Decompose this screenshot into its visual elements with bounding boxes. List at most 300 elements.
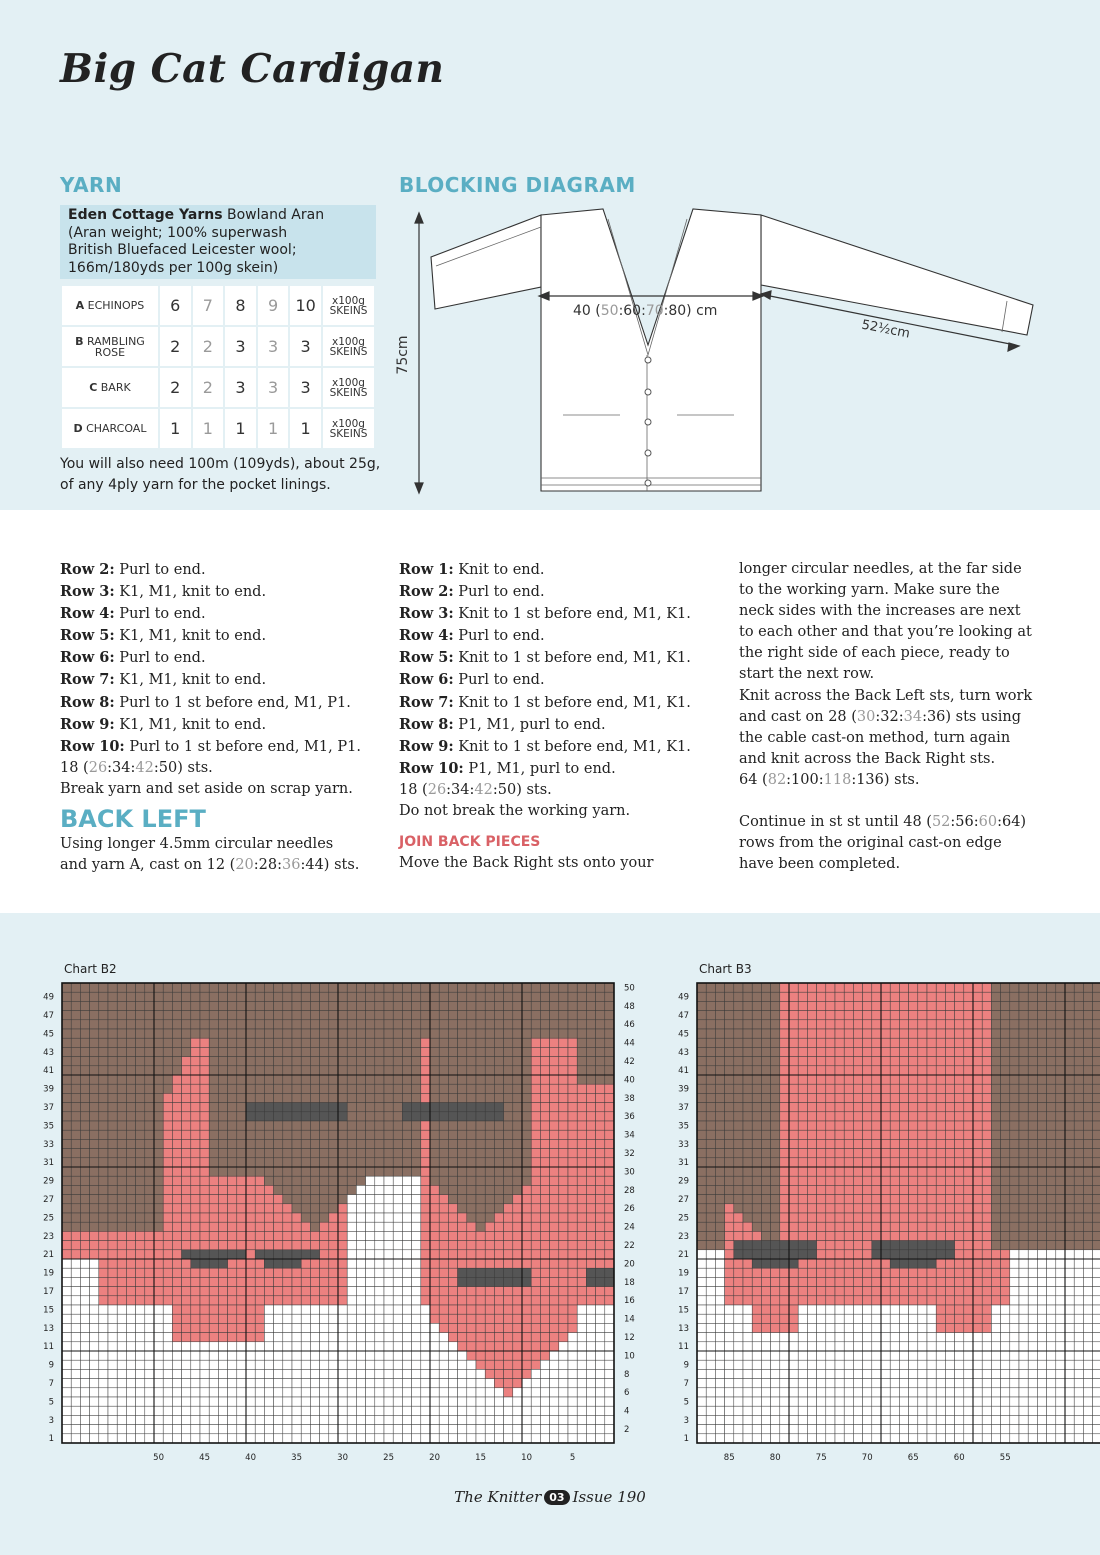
chart-cell	[274, 1425, 283, 1434]
chart-cell	[734, 1314, 743, 1323]
chart-cell	[991, 1195, 1000, 1204]
chart-cell	[1056, 1130, 1065, 1139]
chart-cell	[301, 1176, 310, 1185]
chart-cell	[771, 1176, 780, 1185]
chart-cell	[126, 1103, 135, 1112]
chart-cell	[817, 983, 826, 992]
chart-cell	[448, 1139, 457, 1148]
chart-cell	[255, 1425, 264, 1434]
chart-cell	[725, 1112, 734, 1121]
chart-cell	[80, 1379, 89, 1388]
chart-cell	[200, 1047, 209, 1056]
chart-cell	[964, 1112, 973, 1121]
chart-cell	[421, 1434, 430, 1443]
chart-cell	[412, 1342, 421, 1351]
chart-cell	[375, 1011, 384, 1020]
chart-cell	[200, 1222, 209, 1231]
chart-cell	[909, 1112, 918, 1121]
chart-cell	[494, 992, 503, 1001]
chart-cell	[1083, 1222, 1092, 1231]
chart-cell	[890, 1296, 899, 1305]
chart-cell	[715, 1093, 724, 1102]
chart-cell	[476, 1213, 485, 1222]
chart-cell	[881, 1066, 890, 1075]
chart-cell	[237, 1434, 246, 1443]
chart-cell	[126, 983, 135, 992]
chart-cell	[421, 1066, 430, 1075]
chart-cell	[586, 1360, 595, 1369]
chart-cell	[706, 1020, 715, 1029]
chart-cell	[559, 1369, 568, 1378]
chart-cell	[182, 1029, 191, 1038]
chart-cell	[955, 1213, 964, 1222]
chart-cell	[1047, 1112, 1056, 1121]
chart-cell	[172, 1103, 181, 1112]
chart-cell	[853, 1093, 862, 1102]
chart-cell	[550, 983, 559, 992]
chart-cell	[1010, 1112, 1019, 1121]
chart-cell	[393, 1167, 402, 1176]
chart-cell	[826, 1241, 835, 1250]
chart-cell	[458, 1020, 467, 1029]
chart-cell	[927, 1231, 936, 1240]
chart-cell	[964, 992, 973, 1001]
chart-cell	[568, 1011, 577, 1020]
chart-cell	[550, 992, 559, 1001]
chart-cell	[301, 1047, 310, 1056]
chart-cell	[237, 1259, 246, 1268]
chart-cell	[145, 1158, 154, 1167]
chart-cell	[605, 1379, 614, 1388]
chart-cell	[881, 1241, 890, 1250]
chart-cell	[274, 1093, 283, 1102]
chart-cell	[697, 1195, 706, 1204]
chart-cell	[375, 1047, 384, 1056]
yarn-colour-label: D CHARCOAL	[62, 409, 158, 448]
chart-cell	[715, 1277, 724, 1286]
chart-cell	[62, 1379, 71, 1388]
chart-cell	[973, 1213, 982, 1222]
chart-cell	[402, 1011, 411, 1020]
chart-cell	[494, 1047, 503, 1056]
chart-cell	[228, 1379, 237, 1388]
chart-cell	[780, 1250, 789, 1259]
chart-cell	[605, 1176, 614, 1185]
chart-cell	[80, 1103, 89, 1112]
chart-cell	[108, 1001, 117, 1010]
chart-cell	[697, 1241, 706, 1250]
chart-cell	[384, 1342, 393, 1351]
chart-cell	[945, 1250, 954, 1259]
chart-cell	[366, 1112, 375, 1121]
chart-cell	[320, 1020, 329, 1029]
chart-cell	[421, 1406, 430, 1415]
chart-cell	[356, 1213, 365, 1222]
chart-cell	[798, 1112, 807, 1121]
chart-cell	[577, 1149, 586, 1158]
chart-cell	[697, 1314, 706, 1323]
chart-cell	[909, 1103, 918, 1112]
chart-cell	[1001, 1259, 1010, 1268]
chart-cell	[329, 1213, 338, 1222]
chart-cell	[412, 1001, 421, 1010]
chart-cell	[586, 1139, 595, 1148]
chart-cell	[1010, 1130, 1019, 1139]
chart-cell	[1028, 1305, 1037, 1314]
chart-cell	[218, 1195, 227, 1204]
chart-cell	[80, 1434, 89, 1443]
chart-cell	[1083, 1268, 1092, 1277]
chart-cell	[320, 1112, 329, 1121]
chart-cell	[1001, 1222, 1010, 1231]
chart-cell	[246, 1167, 255, 1176]
chart-cell	[366, 1047, 375, 1056]
chart-cell	[531, 1057, 540, 1066]
chart-cell	[725, 1204, 734, 1213]
chart-cell	[991, 983, 1000, 992]
chart-cell	[872, 1084, 881, 1093]
chart-cell	[577, 1001, 586, 1010]
chart-cell	[375, 1268, 384, 1277]
chart-cell	[752, 1241, 761, 1250]
chart-cell	[246, 1323, 255, 1332]
chart-cell	[504, 1075, 513, 1084]
chart-cell	[853, 1057, 862, 1066]
chart-cell	[209, 1425, 218, 1434]
chart-cell	[826, 1075, 835, 1084]
chart-cell	[108, 1333, 117, 1342]
chart-cell	[531, 1268, 540, 1277]
chart-cell	[973, 1222, 982, 1231]
chart-cell	[540, 1425, 549, 1434]
chart-cell	[274, 1038, 283, 1047]
chart-cell	[504, 1029, 513, 1038]
chart-cell	[384, 1351, 393, 1360]
chart-cell	[1010, 1287, 1019, 1296]
chart-cell	[172, 1130, 181, 1139]
chart-cell	[228, 1103, 237, 1112]
chart-cell	[301, 1388, 310, 1397]
chart-cell	[255, 1379, 264, 1388]
chart-cell	[872, 1342, 881, 1351]
chart-cell	[458, 1425, 467, 1434]
chart-cell	[945, 1020, 954, 1029]
chart-cell	[136, 1333, 145, 1342]
chart-cell	[1028, 1185, 1037, 1194]
chart-cell	[761, 1231, 770, 1240]
chart-cell	[274, 1167, 283, 1176]
chart-cell	[329, 1001, 338, 1010]
chart-cell	[1083, 1075, 1092, 1084]
chart-cell	[228, 1241, 237, 1250]
chart-cell	[430, 1185, 439, 1194]
chart-cell	[310, 1369, 319, 1378]
chart-cell	[540, 1415, 549, 1424]
chart-cell	[1019, 1323, 1028, 1332]
chart-cell	[274, 1342, 283, 1351]
chart-cell	[117, 1406, 126, 1415]
chart-cell	[412, 1029, 421, 1038]
chart-cell	[1001, 1057, 1010, 1066]
chart-cell	[752, 1066, 761, 1075]
chart-cell	[402, 1029, 411, 1038]
chart-cell	[448, 1020, 457, 1029]
chart-cell	[752, 1287, 761, 1296]
chart-cell	[513, 1149, 522, 1158]
chart-cell	[973, 983, 982, 992]
chart-cell	[439, 1158, 448, 1167]
chart-cell	[191, 1084, 200, 1093]
yarn-amount: 1	[258, 409, 289, 448]
chart-cell	[191, 1057, 200, 1066]
chart-cell	[329, 1250, 338, 1259]
chart-cell	[504, 1185, 513, 1194]
chart-cell	[71, 1139, 80, 1148]
chart-cell	[329, 1020, 338, 1029]
chart-cell	[872, 1296, 881, 1305]
chart-cell	[90, 1259, 99, 1268]
chart-cell	[1001, 1314, 1010, 1323]
chart-cell	[872, 1057, 881, 1066]
chart-cell	[550, 1057, 559, 1066]
chart-cell	[725, 1139, 734, 1148]
chart-cell	[504, 1204, 513, 1213]
chart-cell	[366, 1020, 375, 1029]
chart-cell	[99, 1084, 108, 1093]
chart-cell	[1047, 1075, 1056, 1084]
text-line: rows from the original cast-on edge	[739, 835, 1002, 852]
chart-cell	[154, 1149, 163, 1158]
chart-cell	[605, 1213, 614, 1222]
chart-cell	[586, 1241, 595, 1250]
chart-cell	[99, 1379, 108, 1388]
chart-cell	[310, 1195, 319, 1204]
chart-cell	[872, 1121, 881, 1130]
chart-cell	[458, 1047, 467, 1056]
yarn-line-3: British Bluefaced Leicester wool;	[68, 242, 297, 258]
chart-cell	[771, 1323, 780, 1332]
chart-cell	[789, 1222, 798, 1231]
chart-cell	[320, 1277, 329, 1286]
chart-cell	[550, 1130, 559, 1139]
chart-cell	[1001, 983, 1010, 992]
chart-cell	[853, 1176, 862, 1185]
chart-cell	[568, 983, 577, 992]
chart-cell	[320, 1167, 329, 1176]
chart-cell	[853, 1185, 862, 1194]
chart-cell	[163, 1121, 172, 1130]
chart-cell	[752, 1259, 761, 1268]
chart-cell	[310, 1268, 319, 1277]
chart-cell	[973, 1287, 982, 1296]
chart-cell	[697, 1231, 706, 1240]
chart-cell	[991, 992, 1000, 1001]
chart-cell	[982, 1084, 991, 1093]
chart-cell	[200, 1020, 209, 1029]
chart-cell	[237, 1047, 246, 1056]
chart-cell	[1065, 983, 1074, 992]
chart-cell	[145, 1112, 154, 1121]
chart-cell	[375, 1314, 384, 1323]
chart-cell	[338, 1185, 347, 1194]
chart-cell	[752, 1103, 761, 1112]
chart-cell	[715, 983, 724, 992]
chart-cell	[283, 1001, 292, 1010]
chart-cell	[90, 1379, 99, 1388]
chart-cell	[136, 1139, 145, 1148]
chart-cell	[80, 1342, 89, 1351]
chart-cell	[798, 1241, 807, 1250]
chart-cell	[973, 1084, 982, 1093]
chart-cell	[338, 1057, 347, 1066]
chart-cell	[1037, 1057, 1046, 1066]
chart-cell	[338, 1084, 347, 1093]
chart-cell	[1056, 1323, 1065, 1332]
chart-cell	[320, 1176, 329, 1185]
chart-cell	[734, 1333, 743, 1342]
chart-cell	[90, 1231, 99, 1240]
chart-cell	[347, 1121, 356, 1130]
chart-cell	[347, 1149, 356, 1158]
chart-cell	[310, 1296, 319, 1305]
chart-cell	[264, 1406, 273, 1415]
chart-cell	[771, 1213, 780, 1222]
chart-cell	[1065, 1020, 1074, 1029]
chart-cell	[375, 1222, 384, 1231]
chart-cell	[393, 1020, 402, 1029]
chart-cell	[246, 1020, 255, 1029]
chart-cell	[228, 1333, 237, 1342]
chart-cell	[807, 983, 816, 992]
chart-cell	[863, 1176, 872, 1185]
chart-cell	[936, 1084, 945, 1093]
chart-cell	[1093, 1185, 1100, 1194]
chart-cell	[218, 1066, 227, 1075]
chart-cell	[329, 1342, 338, 1351]
chart-cell	[301, 1425, 310, 1434]
chart-cell	[163, 1406, 172, 1415]
chart-cell	[108, 1112, 117, 1121]
chart-cell	[1028, 1323, 1037, 1332]
chart-cell	[899, 1103, 908, 1112]
chart-cell	[1074, 1011, 1083, 1020]
chart-cell	[117, 1342, 126, 1351]
chart-cell	[927, 1029, 936, 1038]
chart-cell	[927, 1066, 936, 1075]
chart-cell	[835, 1066, 844, 1075]
chart-cell	[421, 1323, 430, 1332]
chart-cell	[899, 1011, 908, 1020]
chart-cell	[955, 1176, 964, 1185]
chart-cell	[209, 1149, 218, 1158]
chart-cell	[807, 1314, 816, 1323]
chart-cell	[237, 1287, 246, 1296]
chart-cell	[366, 1360, 375, 1369]
chart-cell	[853, 1241, 862, 1250]
chart-cell	[237, 1379, 246, 1388]
chart-cell	[1047, 1001, 1056, 1010]
chart-cell	[191, 1323, 200, 1332]
chart-cell	[246, 1084, 255, 1093]
chart-cell	[817, 1149, 826, 1158]
chart-cell	[80, 1397, 89, 1406]
chart-cell	[1083, 1121, 1092, 1130]
chart-cell	[292, 1093, 301, 1102]
stitch-tick-label: 10	[521, 1453, 533, 1463]
chart-b3-title: Chart B3	[699, 962, 752, 976]
chart-cell	[136, 1231, 145, 1240]
chart-cell	[320, 1001, 329, 1010]
chart-cell	[734, 1075, 743, 1084]
chart-cell	[596, 1415, 605, 1424]
chart-cell	[522, 1287, 531, 1296]
chart-cell	[108, 1379, 117, 1388]
chart-cell	[1074, 1139, 1083, 1148]
chart-cell	[430, 1323, 439, 1332]
chart-cell	[274, 1406, 283, 1415]
chart-cell	[568, 1001, 577, 1010]
chart-cell	[467, 1314, 476, 1323]
chart-cell	[522, 1323, 531, 1332]
chart-cell	[154, 1323, 163, 1332]
chart-cell	[890, 1038, 899, 1047]
yarn-table	[60, 284, 376, 450]
chart-cell	[430, 1369, 439, 1378]
chart-cell	[393, 1093, 402, 1102]
chart-cell	[1047, 1176, 1056, 1185]
chart-cell	[605, 1167, 614, 1176]
chart-cell	[292, 1333, 301, 1342]
chart-cell	[218, 1397, 227, 1406]
yarn-unit: x100g SKEINS	[323, 286, 374, 325]
chart-cell	[292, 1112, 301, 1121]
chart-cell	[789, 1084, 798, 1093]
chart-cell	[899, 1020, 908, 1029]
chart-cell	[826, 1167, 835, 1176]
chart-cell	[853, 1195, 862, 1204]
chart-cell	[117, 1287, 126, 1296]
chart-cell	[182, 1425, 191, 1434]
chart-cell	[375, 1323, 384, 1332]
chart-cell	[145, 1038, 154, 1047]
chart-cell	[182, 1047, 191, 1056]
chart-cell	[761, 1139, 770, 1148]
chart-cell	[1037, 1084, 1046, 1093]
chart-cell	[264, 1112, 273, 1121]
chart-cell	[264, 1314, 273, 1323]
chart-cell	[412, 1167, 421, 1176]
chart-cell	[807, 1323, 816, 1332]
chart-cell	[909, 1231, 918, 1240]
chart-cell	[476, 1314, 485, 1323]
chart-cell	[1083, 1314, 1092, 1323]
chart-cell	[826, 1001, 835, 1010]
yarn-amount: 3	[258, 368, 289, 407]
chart-cell	[292, 1213, 301, 1222]
chart-cell	[596, 1351, 605, 1360]
chart-cell	[835, 1305, 844, 1314]
chart-cell	[1037, 983, 1046, 992]
chart-cell	[568, 1185, 577, 1194]
chart-cell	[338, 1305, 347, 1314]
chart-cell	[1056, 1029, 1065, 1038]
chart-cell	[504, 1001, 513, 1010]
chart-cell	[402, 1296, 411, 1305]
chart-cell	[246, 1075, 255, 1084]
chart-cell	[402, 1167, 411, 1176]
chart-cell	[246, 1360, 255, 1369]
chart-cell	[494, 1333, 503, 1342]
